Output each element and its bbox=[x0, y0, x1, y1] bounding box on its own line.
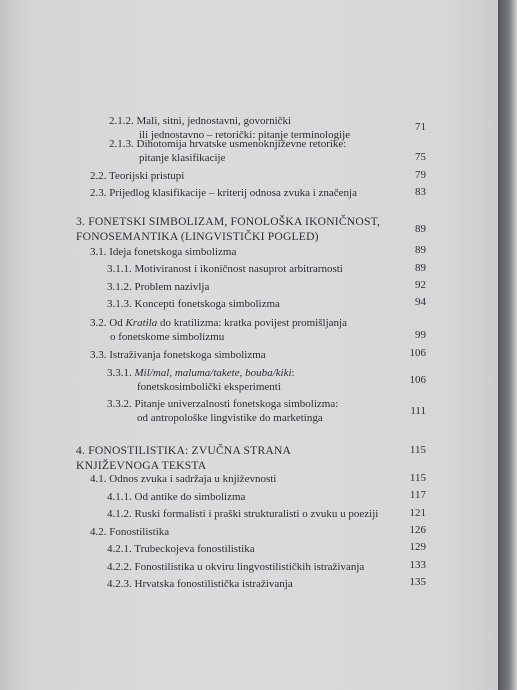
toc-entry-3-1-2 bbox=[107, 280, 209, 294]
page-number: 106 bbox=[409, 374, 426, 386]
toc-entry-text: 3.3.2. Pitanje univerzalnosti fonetskoga simbolizma: bbox=[107, 398, 339, 410]
toc-entry-text: 3.3.1. bbox=[107, 367, 135, 379]
toc-entry-4-2-1 bbox=[107, 542, 255, 556]
toc-entry-text: od antropološke lingvistike do marketinga bbox=[137, 412, 323, 424]
page-number: 115 bbox=[409, 472, 426, 484]
toc-entry-text: 3.1.2. Problem nazivlja bbox=[107, 281, 210, 293]
page-number: 129 bbox=[409, 541, 426, 553]
toc-entry-text: 2.2. Teorijski pristupi bbox=[90, 170, 185, 182]
toc-entry-4-1 bbox=[90, 472, 276, 486]
italic-examples: Mil/mal, maluma/takete, bouba/kiki bbox=[134, 367, 292, 379]
toc-entry-4-2 bbox=[90, 525, 169, 539]
toc-chapter-4 bbox=[76, 443, 291, 473]
toc-entry-3-3-2 bbox=[107, 397, 338, 425]
toc-entry-text: o fonetskome simbolizmu bbox=[110, 331, 225, 343]
toc-entry-text: 3.3. Istraživanja fonetskoga simbolizma bbox=[90, 349, 266, 361]
toc-entry-4-2-3 bbox=[107, 577, 293, 591]
toc-entry-2-3 bbox=[90, 186, 357, 200]
toc-entry-text: 4.2.3. Hrvatska fonostilistička istraživanja bbox=[107, 578, 293, 590]
page-number: 92 bbox=[415, 279, 426, 291]
toc-entry-3-1-3 bbox=[107, 297, 280, 311]
page-number: 83 bbox=[415, 186, 426, 198]
toc-entry-text: 4.1. Odnos zvuka i sadržaja u književnosti bbox=[90, 473, 277, 485]
toc-entry-4-1-2 bbox=[107, 507, 378, 521]
toc-entry-text: 4.1.1. Od antike do simbolizma bbox=[107, 491, 246, 503]
toc-entry-2-1-3 bbox=[109, 137, 346, 165]
toc-chapter-3 bbox=[76, 214, 380, 244]
page-number: 115 bbox=[409, 444, 426, 456]
page-number: 106 bbox=[409, 347, 426, 359]
toc-entry-text: 2.1.2. Mali, sitni, jednostavni, govornički bbox=[109, 115, 292, 127]
page-number: 75 bbox=[415, 151, 426, 163]
page-number: 111 bbox=[410, 405, 426, 417]
toc-entry-text: 4.2. Fonostilistika bbox=[90, 526, 170, 538]
toc-entry-3-1-1 bbox=[107, 262, 343, 276]
page-number: 133 bbox=[409, 559, 426, 571]
italic-title: Kratila bbox=[125, 317, 158, 329]
toc-entry-text: ili jednostavno – retorički: pitanje terminologije bbox=[139, 129, 351, 141]
page-number: 71 bbox=[415, 121, 426, 133]
toc-entry-text: 4.2.2. Fonostilistika u okviru lingvostilističkih istraživanja bbox=[107, 561, 365, 573]
page-number: 135 bbox=[409, 576, 426, 588]
chapter-title: 3. FONETSKI SIMBOLIZAM, FONOLOŠKA IKONIČNOST, bbox=[76, 215, 381, 228]
toc-entry-text: 4.2.1. Trubeckojeva fonostilistika bbox=[107, 543, 255, 555]
toc-entry-2-2 bbox=[90, 169, 184, 183]
page-number: 89 bbox=[415, 244, 426, 256]
toc-entry-3-1 bbox=[90, 245, 236, 259]
toc-entry-4-2-2 bbox=[107, 560, 364, 574]
toc-entry-text: do kratilizma: kratka povijest promišljanja bbox=[157, 317, 347, 329]
toc-entry-4-1-1 bbox=[107, 490, 245, 504]
page-number: 117 bbox=[409, 489, 426, 501]
page-number: 126 bbox=[409, 524, 426, 536]
toc-entry-text: : bbox=[291, 367, 295, 379]
toc-entry-text: 3.1.3. Koncepti fonetskoga simbolizma bbox=[107, 298, 280, 310]
page-number: 89 bbox=[415, 223, 426, 235]
toc-entry-3-2 bbox=[90, 316, 347, 344]
toc-entry-text: fonetskosimbolički eksperimenti bbox=[137, 381, 281, 393]
toc-entry-text: 2.1.3. Dihotomija hrvatske usmenoknjiževne retorike: bbox=[109, 138, 347, 150]
toc-entry-3-3-1 bbox=[107, 366, 295, 394]
adjacent-page-shadow bbox=[497, 0, 517, 690]
toc-entry-text: 3.1.1. Motiviranost i ikoničnost nasuprot arbitrarnosti bbox=[107, 263, 343, 275]
chapter-title: 4. FONOSTILISTIKA: ZVUČNA STRANA bbox=[76, 444, 292, 457]
toc-entry-text: 2.3. Prijedlog klasifikacije – kriterij odnosa zvuka i značenja bbox=[90, 187, 357, 199]
chapter-title: KNJIŽEVNOGA TEKSTA bbox=[76, 459, 207, 472]
toc-entry-text: 3.1. Ideja fonetskoga simbolizma bbox=[90, 246, 237, 258]
page-number: 99 bbox=[415, 329, 426, 341]
chapter-title: FONOSEMANTIKA (LINGVISTIČKI POGLED) bbox=[76, 230, 319, 243]
toc-entry-text: 3.2. Od bbox=[90, 317, 126, 329]
toc-entry-text: pitanje klasifikacije bbox=[139, 152, 226, 164]
page-number: 94 bbox=[415, 296, 426, 308]
toc-entry-3-3 bbox=[90, 348, 266, 362]
page-number: 89 bbox=[415, 262, 426, 274]
page-number: 121 bbox=[409, 507, 426, 519]
toc-entry-text: 4.1.2. Ruski formalisti i praški strukturalisti o zvuku u poeziji bbox=[107, 508, 379, 520]
page-number: 79 bbox=[415, 169, 426, 181]
